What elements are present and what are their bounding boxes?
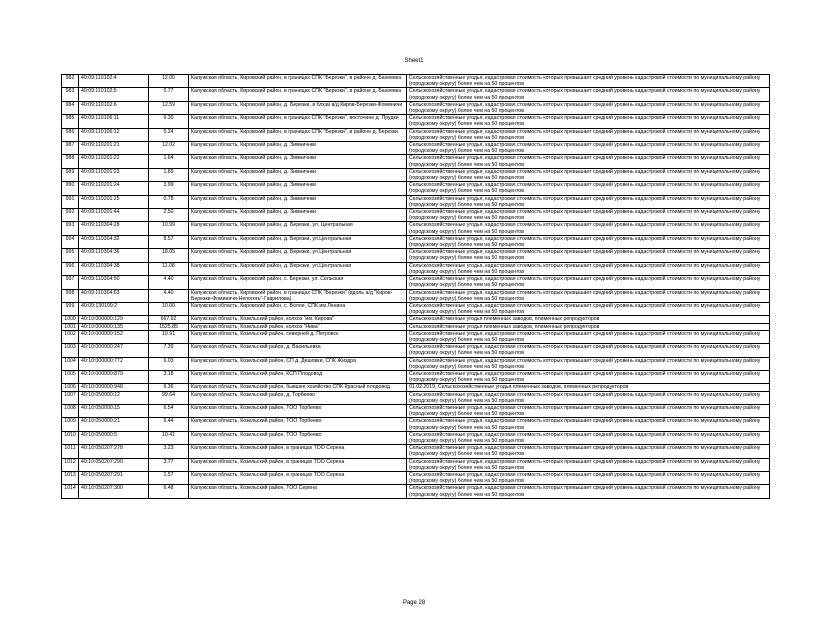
sheet-title: Sheet1 <box>404 58 424 64</box>
land-category-cell: Сельскохозяйственные угодья, кадастровая стоимость которых превышает средний уровень кадастровой стоимости по муниципальному району (городскому округу) более чем на 50 процентов <box>407 182 770 195</box>
table-row <box>62 75 770 88</box>
land-category-cell: Сельскохозяйственные угодья, кадастровая стоимость которых превышает средний уровень кадастровой стоимости по муниципальному району (городскому округу) более чем на 50 процентов <box>407 289 770 302</box>
row-number-cell: 1001 <box>62 323 79 330</box>
address-cell: Калужская область, Кировский район, д. Березки, ул.Центральная <box>189 262 407 275</box>
table-row <box>62 128 770 141</box>
address-cell: Калужская область, Козельский район, в границах ТОО Серена <box>189 471 407 484</box>
table-row <box>62 370 770 383</box>
table-row <box>62 323 770 330</box>
area-value-cell: 6.54 <box>149 404 189 417</box>
cadastral-number-cell: 40:09:110304:32 <box>79 235 149 248</box>
table-row <box>62 168 770 181</box>
row-number-cell: 1006 <box>62 384 79 391</box>
area-value-cell: 1.89 <box>149 168 189 181</box>
area-value-cell: 6.03 <box>149 357 189 370</box>
table-row <box>62 276 770 289</box>
land-category-cell: Сельскохозяйственные угодья, кадастровая стоимость которых превышает средний уровень кадастровой стоимости по муниципальному району (городскому округу) более чем на 50 процентов <box>407 276 770 289</box>
table-row <box>62 404 770 417</box>
table-row <box>62 249 770 262</box>
cadastral-number-cell: 40:09:110201:25 <box>79 195 149 208</box>
land-category-cell: Сельскохозяйственные угодья, кадастровая стоимость которых превышает средний уровень кадастровой стоимости по муниципальному району (городскому округу) более чем на 50 процентов <box>407 75 770 88</box>
row-number-cell: 986 <box>62 128 79 141</box>
table-body <box>62 75 770 499</box>
row-number-cell: 1009 <box>62 418 79 431</box>
cadastral-number-cell: 40:09:130109:2 <box>79 302 149 315</box>
land-category-cell: Сельскохозяйственные угодья, кадастровая стоимость которых превышает средний уровень кадастровой стоимости по муниципальному району (городскому округу) более чем на 50 процентов <box>407 344 770 357</box>
cadastral-number-cell: 40:09:110201:21 <box>79 142 149 155</box>
cadastral-number-cell: 40:09:110304:36 <box>79 249 149 262</box>
address-cell: Калужская область, Козельский район, д. Торбеево <box>189 391 407 404</box>
land-category-cell: Сельскохозяйственные угодья, кадастровая стоимость которых превышает средний уровень кадастровой стоимости по муниципальному району (городскому округу) более чем на 50 процентов <box>407 471 770 484</box>
address-cell: Калужская область, Кировский район, в границах СПК "Березки", восточнее д. Прудки <box>189 115 407 128</box>
area-value-cell: 18.05 <box>149 249 189 262</box>
land-category-cell: Сельскохозяйственные угодья, кадастровая стоимость которых превышает средний уровень кадастровой стоимости по муниципальному району (городскому округу) более чем на 50 процентов <box>407 458 770 471</box>
cadastral-number-cell: 40:09:110102:5 <box>79 88 149 101</box>
address-cell: Калужская область, Козельский район, колхоз "им. Кирова" <box>189 316 407 323</box>
area-value-cell: 6.48 <box>149 485 189 498</box>
address-cell: Калужская область, Кировский район, д. Березки, ул.Центральная <box>189 235 407 248</box>
row-number-cell: 1003 <box>62 344 79 357</box>
table-row <box>62 485 770 498</box>
cadastral-number-cell: 40:10:050207:290 <box>79 458 149 471</box>
row-number-cell: 1002 <box>62 330 79 343</box>
table-row <box>62 445 770 458</box>
address-cell: Калужская область, Кировский район, в границах СПК "Березки", в районе д. Бахеевка <box>189 75 407 88</box>
address-cell: Калужская область, Кировский район, в границах СПК "Березки", в районе д. Березки <box>189 128 407 141</box>
land-category-cell: Сельскохозяйственные угодья, кадастровая стоимость которых превышает средний уровень кадастровой стоимости по муниципальному району (городскому округу) более чем на 50 процентов <box>407 88 770 101</box>
table-row <box>62 391 770 404</box>
land-category-cell: Сельскохозяйственные угодья, кадастровая стоимость которых превышает средний уровень кадастровой стоимости по муниципальному району (городскому округу) более чем на 50 процентов <box>407 142 770 155</box>
cadastral-number-cell: 40:10:050000:12 <box>79 391 149 404</box>
row-number-cell: 988 <box>62 155 79 168</box>
row-number-cell: 997 <box>62 276 79 289</box>
land-category-cell: 01.02.2019, Сельскохозяйственные угодья племенных заводов, племенных репродукторов <box>407 384 770 391</box>
land-category-cell: Сельскохозяйственные угодья, кадастровая стоимость которых превышает средний уровень кадастровой стоимости по муниципальному району (городскому округу) более чем на 50 процентов <box>407 235 770 248</box>
row-number-cell: 1010 <box>62 431 79 444</box>
address-cell: Калужская область, Кировский район, д. Зимничнки <box>189 142 407 155</box>
area-value-cell: 1.57 <box>149 471 189 484</box>
table-row <box>62 195 770 208</box>
address-cell: Калужская область, Козельский район, бывшее хозяйство СПК Красный плодовод <box>189 384 407 391</box>
area-value-cell: 0.78 <box>149 195 189 208</box>
address-cell: Калужская область, Кировский район, д. Березки, ул.Центральная <box>189 249 407 262</box>
cadastral-number-cell: 40:10:000000:948 <box>79 384 149 391</box>
cadastral-number-cell: 40:09:110201:23 <box>79 168 149 181</box>
land-category-cell: Сельскохозяйственные угодья, кадастровая стоимость которых превышает средний уровень кадастровой стоимости по муниципальному району (городскому округу) более чем на 50 процентов <box>407 222 770 235</box>
land-category-cell: Сельскохозяйственные угодья, кадастровая стоимость которых превышает средний уровень кадастровой стоимости по муниципальному району (городскому округу) более чем на 50 процентов <box>407 128 770 141</box>
area-value-cell: 10.00 <box>149 302 189 315</box>
address-cell: Калужская область, Кировский район, с. Волое, СПК им.Ленина <box>189 302 407 315</box>
area-value-cell: 2.50 <box>149 209 189 222</box>
table-row <box>62 209 770 222</box>
land-category-cell: Сельскохозяйственные угодья, кадастровая стоимость которых превышает средний уровень кадастровой стоимости по муниципальному району (городскому округу) более чем на 50 процентов <box>407 262 770 275</box>
area-value-cell: 5.24 <box>149 128 189 141</box>
area-value-cell: 11.08 <box>149 262 189 275</box>
address-cell: Калужская область, Кировский район, в границах СПК "Березки", в районе д. Бахеевка <box>189 88 407 101</box>
area-value-cell: 10.99 <box>149 222 189 235</box>
area-value-cell: 3.18 <box>149 370 189 383</box>
cadastral-number-cell: 40:09:110102:4 <box>79 75 149 88</box>
cadastral-number-cell: 40:09:110304:28 <box>79 222 149 235</box>
address-cell: Калужская область, Козельский район, ТОО Торбеево <box>189 418 407 431</box>
cadastral-number-cell: 40:10:050000:15 <box>79 404 149 417</box>
land-category-cell: Сельскохозяйственные угодья, кадастровая стоимость которых превышает средний уровень кадастровой стоимости по муниципальному району (городскому округу) более чем на 50 процентов <box>407 330 770 343</box>
table-row <box>62 222 770 235</box>
area-value-cell: 1525.85 <box>149 323 189 330</box>
table-row <box>62 182 770 195</box>
row-number-cell: 993 <box>62 222 79 235</box>
area-value-cell: 6.36 <box>149 384 189 391</box>
table-row <box>62 431 770 444</box>
land-category-cell: Сельскохозяйственные угодья, кадастровая стоимость которых превышает средний уровень кадастровой стоимости по муниципальному району (городскому округу) более чем на 50 процентов <box>407 357 770 370</box>
table-row <box>62 330 770 343</box>
land-category-cell: Сельскохозяйственные угодья, кадастровая стоимость которых превышает средний уровень кадастровой стоимости по муниципальному району (городскому округу) более чем на 50 процентов <box>407 391 770 404</box>
row-number-cell: 1012 <box>62 458 79 471</box>
address-cell: Калужская область, Козельский район, д. Васильевка <box>189 344 407 357</box>
table-row <box>62 262 770 275</box>
cadastral-number-cell: 40:09:110201:22 <box>79 155 149 168</box>
area-value-cell: 10.91 <box>149 330 189 343</box>
row-number-cell: 991 <box>62 195 79 208</box>
row-number-cell: 989 <box>62 168 79 181</box>
cadastral-number-cell: 40:09:110106:12 <box>79 128 149 141</box>
area-value-cell: 12.00 <box>149 75 189 88</box>
cadastral-number-cell: 40:10:050207:300 <box>79 485 149 498</box>
address-cell: Калужская область, Кировский район, д. Зимничнки <box>189 209 407 222</box>
land-category-cell: Сельскохозяйственные угодья племенных заводов, племенных репродукторов <box>407 323 770 330</box>
land-category-cell: Сельскохозяйственные угодья, кадастровая стоимость которых превышает средний уровень кадастровой стоимости по муниципальному району (городскому округу) более чем на 50 процентов <box>407 485 770 498</box>
row-number-cell: 1011 <box>62 445 79 458</box>
land-category-cell: Сельскохозяйственные угодья, кадастровая стоимость которых превышает средний уровень кадастровой стоимости по муниципальному району (городскому округу) более чем на 50 процентов <box>407 302 770 315</box>
land-category-cell: Сельскохозяйственные угодья, кадастровая стоимость которых превышает средний уровень кадастровой стоимости по муниципальному району (городскому округу) более чем на 50 процентов <box>407 445 770 458</box>
row-number-cell: 1000 <box>62 316 79 323</box>
address-cell: Калужская область, Козельский район, СП д. Дешовки, СПК Жиздра <box>189 357 407 370</box>
table-row <box>62 115 770 128</box>
address-cell: Калужская область, Кировский район, д. Зимничнки <box>189 168 407 181</box>
address-cell: Калужская область, Козельский район, колхоз "Нива" <box>189 323 407 330</box>
area-value-cell: 6.44 <box>149 418 189 431</box>
table-row <box>62 384 770 391</box>
address-cell: Калужская область, Кировский район, д. Березки, в блхзи в/д Киров-Березки-Фоминичи <box>189 101 407 114</box>
row-number-cell: 994 <box>62 235 79 248</box>
area-value-cell: 8.57 <box>149 235 189 248</box>
table-row <box>62 471 770 484</box>
area-value-cell: 4.40 <box>149 276 189 289</box>
address-cell: Калужская область, Кировский район, с. Березки, ул. Сельская <box>189 276 407 289</box>
address-cell: Калужская область, Кировский район, д. Зимничнки <box>189 155 407 168</box>
land-category-cell: Сельскохозяйственные угодья, кадастровая стоимость которых превышает средний уровень кадастровой стоимости по муниципальному району (городскому округу) более чем на 50 процентов <box>407 404 770 417</box>
address-cell: Калужская область, Козельский район, КСП Плодовод <box>189 370 407 383</box>
table-row <box>62 142 770 155</box>
area-value-cell: 0.77 <box>149 88 189 101</box>
address-cell: Калужская область, Козельский район, в границах ТОО Серена <box>189 445 407 458</box>
address-cell: Калужская область, Козельский район, северней д. Петровск <box>189 330 407 343</box>
cadastral-number-cell: 40:10:050207:278 <box>79 445 149 458</box>
cadastral-number-cell: 40:09:110106:11 <box>79 115 149 128</box>
address-cell: Калужская область, Козельский район, ТОО Серена <box>189 485 407 498</box>
row-number-cell: 1004 <box>62 357 79 370</box>
row-number-cell: 1013 <box>62 471 79 484</box>
cadastral-number-cell: 40:10:000000:772 <box>79 357 149 370</box>
table-row <box>62 302 770 315</box>
table-row <box>62 344 770 357</box>
area-value-cell: 3.77 <box>149 458 189 471</box>
row-number-cell: 983 <box>62 88 79 101</box>
table-row <box>62 418 770 431</box>
area-value-cell: 3.23 <box>149 445 189 458</box>
cadastral-number-cell: 40:09:110201:24 <box>79 182 149 195</box>
table-row <box>62 357 770 370</box>
land-category-cell: Сельскохозяйственные угодья, кадастровая стоимость которых превышает средний уровень кадастровой стоимости по муниципальному району (городскому округу) более чем на 50 процентов <box>407 370 770 383</box>
address-cell: Калужская область, Кировский район, д. Зимничнки <box>189 195 407 208</box>
parcel-table <box>61 74 770 499</box>
area-value-cell: 667.92 <box>149 316 189 323</box>
land-category-cell: Сельскохозяйственные угодья, кадастровая стоимость которых превышает средний уровень кадастровой стоимости по муниципальному району (городскому округу) более чем на 50 процентов <box>407 418 770 431</box>
area-value-cell: 10.41 <box>149 431 189 444</box>
address-cell: Калужская область, Козельский район, ТОО Торбеево <box>189 404 407 417</box>
area-value-cell: 7.39 <box>149 344 189 357</box>
table-row <box>62 101 770 114</box>
table-row <box>62 88 770 101</box>
table-row <box>62 316 770 323</box>
address-cell: Калужская область, Кировский район, д. Зимничнки <box>189 182 407 195</box>
land-category-cell: Сельскохозяйственные угодья, кадастровая стоимость которых превышает средний уровень кадастровой стоимости по муниципальному району (городскому округу) более чем на 50 процентов <box>407 101 770 114</box>
land-category-cell: Сельскохозяйственные угодья, кадастровая стоимость которых превышает средний уровень кадастровой стоимости по муниципальному району (городскому округу) более чем на 50 процентов <box>407 115 770 128</box>
cadastral-number-cell: 40:10:050000:21 <box>79 418 149 431</box>
row-number-cell: 1005 <box>62 370 79 383</box>
cadastral-number-cell: 40:09:110304:63 <box>79 289 149 302</box>
area-value-cell: 99.64 <box>149 391 189 404</box>
area-value-cell: 12.59 <box>149 101 189 114</box>
row-number-cell: 999 <box>62 302 79 315</box>
address-cell: Калужская область, Кировский район, д. Березки, ул. Центральная <box>189 222 407 235</box>
row-number-cell: 990 <box>62 182 79 195</box>
table-row <box>62 458 770 471</box>
table-row <box>62 155 770 168</box>
cadastral-number-cell: 40:09:110304:38 <box>79 262 149 275</box>
row-number-cell: 996 <box>62 262 79 275</box>
cadastral-number-cell: 40:09:110201:44 <box>79 209 149 222</box>
row-number-cell: 985 <box>62 115 79 128</box>
address-cell: Калужская область, Кировский район, в границах СПК "Березки" (вдоль а/д "Киров-Березки-Фоминичи-Непоготь"-Гаврилова). <box>189 289 407 302</box>
cadastral-number-cell: 40:10:000000:135 <box>79 323 149 330</box>
cadastral-number-cell: 40:09:110102:6 <box>79 101 149 114</box>
row-number-cell: 982 <box>62 75 79 88</box>
area-value-cell: 4.40 <box>149 289 189 302</box>
cadastral-number-cell: 40:10:050207:291 <box>79 471 149 484</box>
table-row <box>62 235 770 248</box>
cadastral-number-cell: 40:10:000000:247 <box>79 344 149 357</box>
row-number-cell: 987 <box>62 142 79 155</box>
row-number-cell: 1008 <box>62 404 79 417</box>
row-number-cell: 992 <box>62 209 79 222</box>
cadastral-number-cell: 40:09:110304:50 <box>79 276 149 289</box>
row-number-cell: 1014 <box>62 485 79 498</box>
address-cell: Калужская область, Козельский район, ТОО Торбеево <box>189 431 407 444</box>
land-category-cell: Сельскохозяйственные угодья, кадастровая стоимость которых превышает средний уровень кадастровой стоимости по муниципальному району (городскому округу) более чем на 50 процентов <box>407 195 770 208</box>
land-category-cell: Сельскохозяйственные угодья, кадастровая стоимость которых превышает средний уровень кадастровой стоимости по муниципальному району (городскому округу) более чем на 50 процентов <box>407 155 770 168</box>
row-number-cell: 1007 <box>62 391 79 404</box>
area-value-cell: 1.64 <box>149 155 189 168</box>
land-category-cell: Сельскохозяйственные угодья племенных заводов, племенных репродукторов <box>407 316 770 323</box>
cadastral-number-cell: 40:10:000000:129 <box>79 316 149 323</box>
row-number-cell: 998 <box>62 289 79 302</box>
area-value-cell: 12.02 <box>149 142 189 155</box>
land-category-cell: Сельскохозяйственные угодья, кадастровая стоимость которых превышает средний уровень кадастровой стоимости по муниципальному району (городскому округу) более чем на 50 процентов <box>407 249 770 262</box>
land-category-cell: Сельскохозяйственные угодья, кадастровая стоимость которых превышает средний уровень кадастровой стоимости по муниципальному району (городскому округу) более чем на 50 процентов <box>407 209 770 222</box>
area-value-cell: 3.99 <box>149 182 189 195</box>
address-cell: Калужская область, Козельский район, в границах ТОО Серена <box>189 458 407 471</box>
page-number: Page 28 <box>402 600 426 606</box>
table-row <box>62 289 770 302</box>
cadastral-number-cell: 40:10:000000:152 <box>79 330 149 343</box>
row-number-cell: 984 <box>62 101 79 114</box>
cadastral-number-cell: 40:10:000000:879 <box>79 370 149 383</box>
land-category-cell: Сельскохозяйственные угодья, кадастровая стоимость которых превышает средний уровень кадастровой стоимости по муниципальному району (городскому округу) более чем на 50 процентов <box>407 431 770 444</box>
row-number-cell: 995 <box>62 249 79 262</box>
land-category-cell: Сельскохозяйственные угодья, кадастровая стоимость которых превышает средний уровень кадастровой стоимости по муниципальному району (городскому округу) более чем на 50 процентов <box>407 168 770 181</box>
cadastral-number-cell: 40:10:050000:5 <box>79 431 149 444</box>
area-value-cell: 6.30 <box>149 115 189 128</box>
